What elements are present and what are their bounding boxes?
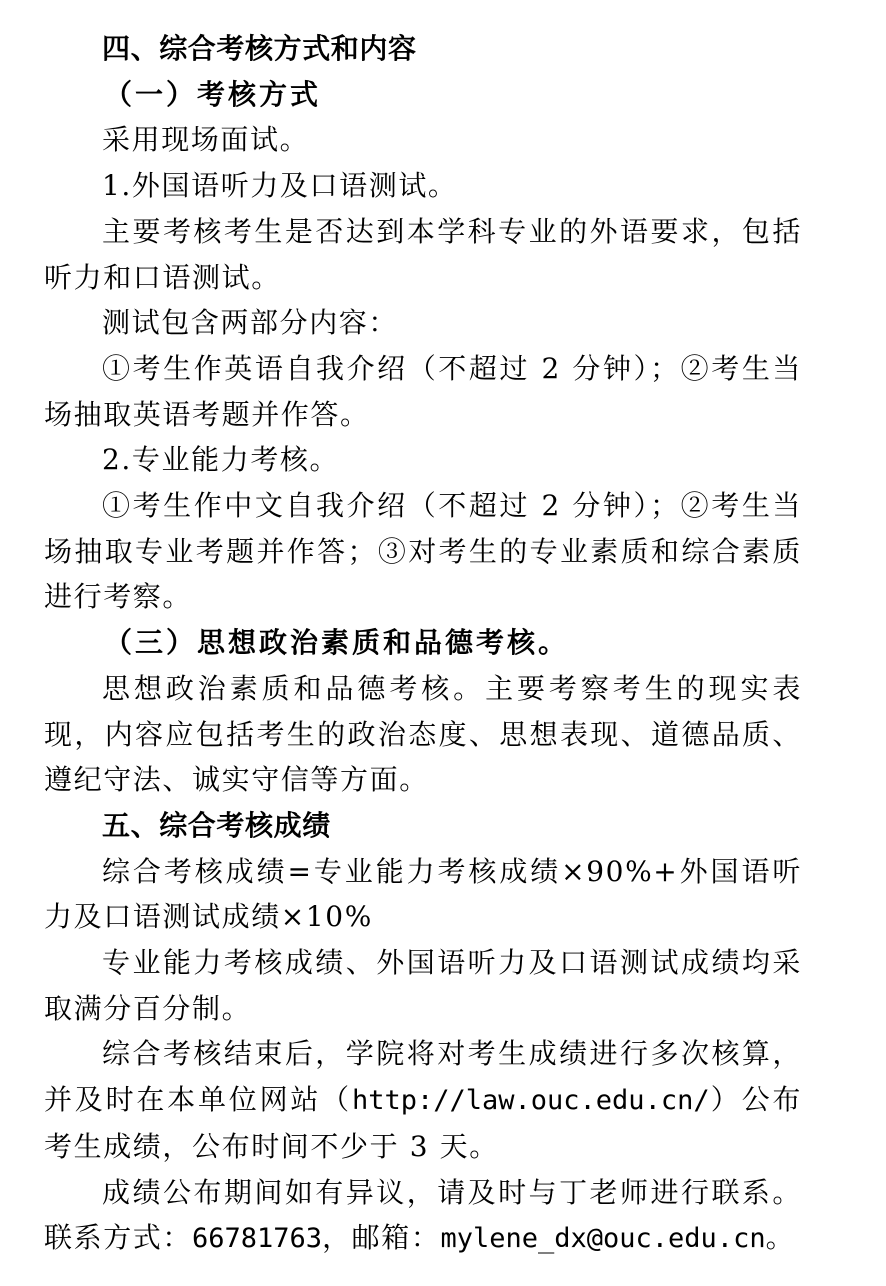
score-scale: 专业能力考核成绩、外国语听力及口语测试成绩均采取满分百分制。 [44,946,802,1025]
item-1-parts-intro: 测试包含两部分内容： [102,306,399,340]
contact-suffix: 。 [765,1221,796,1255]
item-1-title: 1.外国语听力及口语测试。 [102,169,458,203]
publish-prefix: 综合考核结束后，学院将对考生成绩进行多次核算，并及时在本单位网站（ [44,1037,802,1117]
contact-prefix: 成绩公布期间如有异议，请及时与丁老师进行联系。联系方式： [44,1175,802,1255]
publish-suffix: ）公布考生成绩，公布时间不少于 3 天。 [44,1083,802,1163]
item-2-title: 2.专业能力考核。 [102,443,340,477]
item-2-parts: ①考生作中文自我介绍（不超过 2 分钟）；②考生当场抽取专业考题并作答；③对考生的专业素质和综合素质进行考察。 [44,489,802,614]
item-1-parts: ①考生作英语自我介绍（不超过 2 分钟）；②考生当场抽取英语考题并作答。 [44,351,802,431]
section-4-title: 四、综合考核方式和内容 [102,32,417,65]
subsection-3-description: 思想政治素质和品德考核。主要考察考生的现实表现，内容应包括考生的政治态度、思想表现、道德品质、遵纪守法、诚实守信等方面。 [44,671,802,797]
item-1-description: 主要考核考生是否达到本学科专业的外语要求，包括听力和口语测试。 [44,214,802,294]
section-5-title: 五、综合考核成绩 [102,808,331,842]
publish-paragraph [44,1031,802,1169]
method-text: 采用现场面试。 [102,123,310,157]
contact-middle: ，邮箱： [322,1221,441,1255]
subsection-1-title: （一）考核方式 [104,77,322,111]
contact-email-link[interactable]: mylene_dx@ouc.edu.cn [440,1223,766,1255]
score-formula: 综合考核成绩=专业能力考核成绩×90%+外国语听力及口语测试成绩×10% [44,854,802,934]
website-link[interactable]: http://law.ouc.edu.cn/ [351,1085,710,1117]
subsection-3-title: （三）思想政治素质和品德考核。 [104,626,570,660]
contact-paragraph [44,1170,802,1262]
contact-phone: 66781763 [192,1223,323,1255]
